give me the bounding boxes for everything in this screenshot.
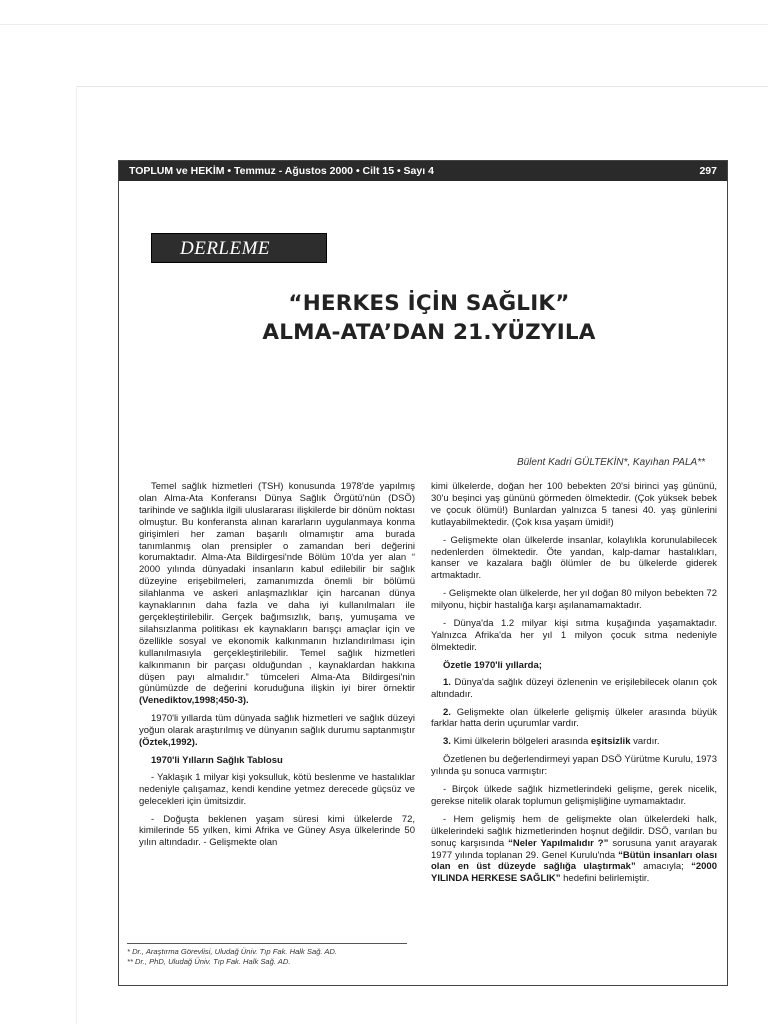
left-column bbox=[139, 481, 415, 855]
footnote: * Dr., Araştırma Görevlisi, Uludağ Üniv. Tıp Fak. Halk Sağ. AD. bbox=[127, 947, 338, 956]
page-number: 297 bbox=[699, 165, 717, 177]
paragraph: - Yaklaşık 1 milyar kişi yoksulluk, kötü beslenme ve hastalıklar nedeniyle çalışamaz, kendi kendine yetmez derecede güçsüz ve gelecekleri için ümitsizdir. bbox=[139, 771, 415, 807]
footnote: ** Dr., PhD, Uludağ Üniv. Tıp Fak. Halk Sağ. AD. bbox=[127, 957, 291, 966]
paragraph: - Hem gelişmiş hem de gelişmekte olan ülkelerdeki halk, ülkelerindeki sağlık hizmetlerinden hoşnut değildir. DSÖ, varılan bu sonuç karşısında “Neler Yapılmalıdır ?” sorusuna yanıt arayarak 1977 yılında toplanan 29. Genel Kurulu'nda “Bütün insanları olası olan en üst düzeyde sağlığa ulaştırmak” amacıyla; “2000 YILINDA HERKESE SAĞLIK” hedefini belirlemiştir. bbox=[431, 813, 718, 885]
footnote-divider bbox=[127, 943, 407, 944]
summary-heading: Özetle 1970'li yıllarda; bbox=[443, 659, 542, 671]
citation: (Venediktov,1998;450-3). bbox=[139, 695, 249, 707]
paragraph: - Doğuşta beklenen yaşam süresi kimi ülkelerde 72, kimilerinde 55 yılken, kimi Afrika ve Güney Asya ülkelerinde 50 yılın altındadır. - Gelişmekte olan bbox=[139, 813, 415, 849]
paragraph: - Gelişmekte olan ülkelerde, her yıl doğan 80 milyon bebekten 72 milyonu, hiçbir hastalığa karşı aşılanamamaktadır. bbox=[431, 588, 717, 612]
list-item: 3. Kimi ülkelerin bölgeleri arasında eşitsizlik vardır. bbox=[443, 736, 660, 748]
paragraph: - Dünya'da 1.2 milyar kişi sıtma kuşağında yaşamaktadır. Yalnızca Afrika'da her yıl 1 milyon çocuk sıtma nedeniyle ölmektedir. bbox=[431, 618, 717, 653]
paragraph: 1970'li yıllarda tüm dünyada sağlık hizmetleri ve sağlık düzeyi yoğun olarak araştırılmış ve dünyanın sağlık durumu saptanmıştır (Öztek,1992). bbox=[139, 713, 415, 749]
article-title bbox=[229, 289, 629, 347]
list-item: 2. Gelişmekte olan ülkelerle gelişmiş ülkeler arasında büyük farklar hatta derin uçurumlar vardır. bbox=[431, 706, 717, 730]
journal-page bbox=[118, 160, 728, 986]
title-line-1: “HERKES İÇİN SAĞLIK” bbox=[288, 291, 570, 316]
paragraph: - Gelişmekte olan ülkelerde insanlar, kolaylıkla korunulabilecek nedenlerden ölmektedir. Öte yandan, kalp-damar hastalıkları, kanser ve kazalara bağlı ölümler de bu ülkelerde giderek artmaktadır. bbox=[431, 534, 717, 582]
citation: (Öztek,1992). bbox=[139, 737, 198, 749]
paragraph: Özetlenen bu değerlendirmeyi yapan DSÖ Yürütme Kurulu, 1973 yılında şu sonuca varmıştır: bbox=[431, 754, 717, 778]
paragraph: Temel sağlık hizmetleri (TSH) konusunda 1978'de yapılmış olan Alma-Ata Konferansı Dünya Sağlık Örgütü'nün (DSÖ) tarihinde ve sağlıkla ilgili uluslararası ilişkilerde bir dönüm noktası olmuştur. Bu konferansta alınan kararların uygulanmaya konma girişimleri her zaman başarılı olmamıştır ama burada tanımlanmış olan prensipler o zamandan beri değerini korumaktadır. Alma-Ata Bildirgesi'nde Bölüm 10'da yer alan “ 2000 yılında dünyadaki insanların kabul edilebilir bir sağlık düzeyine erişebilmeleri, zamanımızda önemli bir bölümü silahlanma ve askeri anlaşmazlıklar için harcanan dünya kaynaklarının daha fazla ve daha iyi kullanılmaları ile gerçekleştirilebilir. Gerçek bağımsızlık, barış, yumuşama ve silahsızlanma politikası ek kaynakların barışçı amaçlar için ve özellikle sosyal ve ekonomik kalkınmanın hızlandırılması için kullanılmasıyla gerçekleştirilebilir. Temel sağlık hizmetleri kalkınmanın bir parçası olduğundan , kaynaklardan hakkına düşen payı almalıdır.” tümceleri Alma-Ata Bildirgesi'nin günümüzde de değerini koruduğuna ilişkin iyi birer örnektir (Venediktov,1998;450-3). bbox=[139, 481, 415, 707]
footnotes bbox=[127, 947, 417, 967]
paragraph: kimi ülkelerde, doğan her 100 bebekten 20'si birinci yaş gününü, 30'u beşinci yaş gününü görmeden ölmektedir. (Çok yüksek bebek ve çocuk ölümü!) Bunlardan yalnızca 5 tanesi 40. yaş günlerini kutlayabilmektedir. (Çok kısa yaşam ümidi!) bbox=[431, 481, 717, 528]
scan-line bbox=[76, 86, 768, 87]
header-text: TOPLUM ve HEKİM • Temmuz - Ağustos 2000 • Cilt 15 • Sayı 4 bbox=[129, 165, 434, 177]
subheading: 1970'li Yılların Sağlık Tablosu bbox=[151, 754, 283, 766]
right-column bbox=[431, 481, 717, 891]
paragraph: - Birçok ülkede sağlık hizmetlerindeki gelişme, gerek nicelik, gerekse nitelik olarak toplumun gelişmişliğine uymamaktadır. bbox=[431, 784, 717, 807]
scan-edge bbox=[76, 86, 77, 1024]
scan-line bbox=[0, 24, 768, 25]
section-label: DERLEME bbox=[151, 233, 327, 263]
list-item: 1. Dünya'da sağlık düzeyi özlenenin ve erişilebilecek olanın çok altındadır. bbox=[431, 676, 717, 700]
title-line-2: ALMA-ATA’DAN 21.YÜZYILA bbox=[262, 320, 596, 345]
running-header bbox=[119, 161, 727, 181]
authors: Bülent Kadri GÜLTEKİN*, Kayıhan PALA** bbox=[516, 457, 705, 468]
